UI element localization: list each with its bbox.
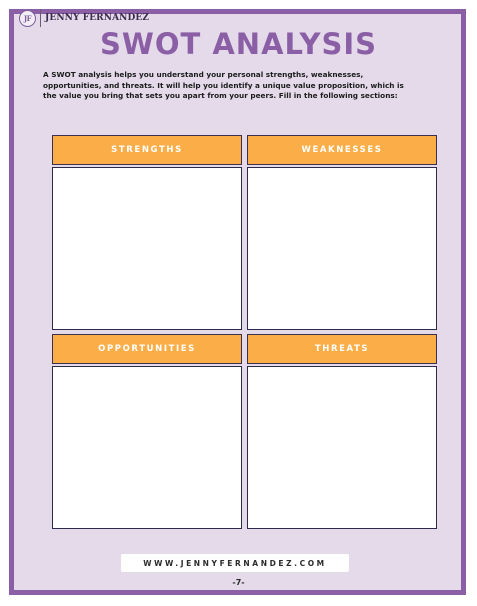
jf-monogram-logo-icon: JF bbox=[19, 10, 36, 27]
weaknesses-box[interactable] bbox=[247, 167, 437, 330]
brand-name: JENNY FERNANDEZ bbox=[45, 13, 150, 23]
weaknesses-header: WEAKNESSES bbox=[247, 135, 437, 165]
website-url: WWW.JENNYFERNANDEZ.COM bbox=[121, 554, 349, 572]
opportunities-box[interactable] bbox=[52, 366, 242, 529]
threats-box[interactable] bbox=[247, 366, 437, 529]
opportunities-header: OPPORTUNITIES bbox=[52, 334, 242, 364]
intro-paragraph: A SWOT analysis helps you understand your personal strengths, weaknesses, opportunities, and threats. It will help you identify a unique value proposition, which is the value you bring that sets you apart from your peers. Fill in the following sections: bbox=[43, 70, 404, 100]
brand-header bbox=[19, 9, 149, 27]
brand-divider bbox=[40, 9, 41, 27]
page-number: -7- bbox=[232, 578, 245, 587]
page-title: SWOT ANALYSIS bbox=[99, 27, 378, 61]
strengths-header: STRENGTHS bbox=[52, 135, 242, 165]
threats-header: THREATS bbox=[247, 334, 437, 364]
strengths-box[interactable] bbox=[52, 167, 242, 330]
